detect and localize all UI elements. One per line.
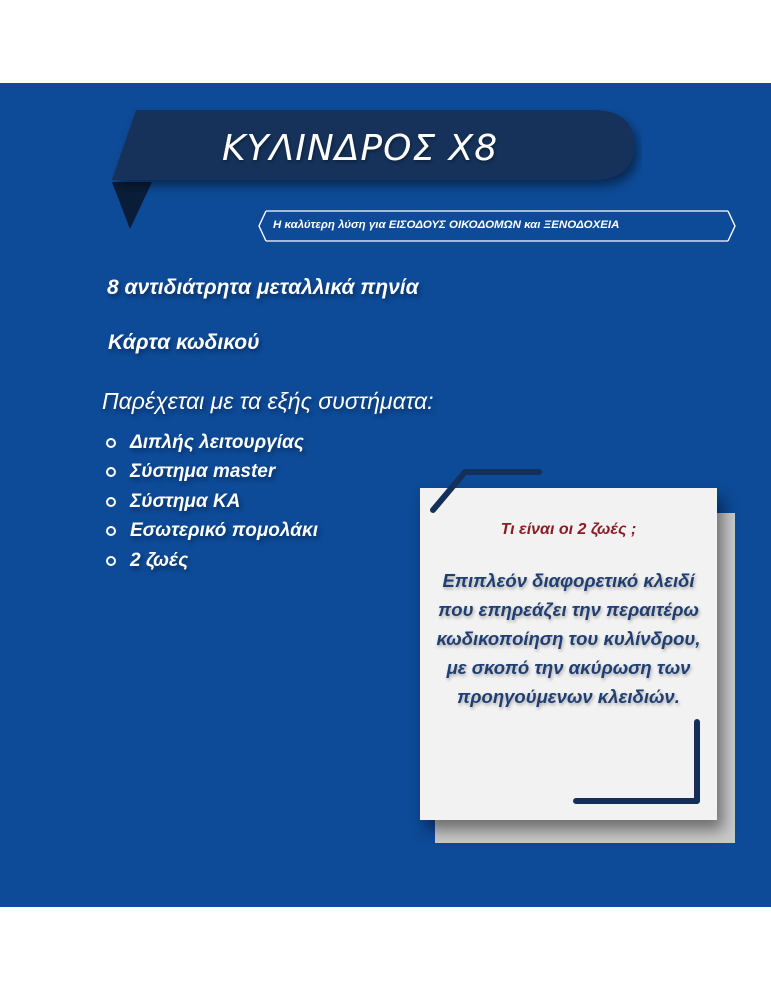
list-item-label: Σύστημα master bbox=[130, 461, 276, 483]
bullet-icon bbox=[106, 497, 116, 507]
bullet-icon bbox=[106, 556, 116, 566]
card-question: Τι είναι οι 2 ζωές ; bbox=[500, 521, 637, 538]
list-item-label: Εσωτερικό πομολάκι bbox=[130, 520, 318, 542]
bullet-icon bbox=[106, 526, 116, 536]
list-item-label: 2 ζωές bbox=[130, 549, 189, 571]
subtitle: Η καλύτερη λύση για ΕΙΣΟΔΟΥΣ ΟΙΚΟΔΟΜΩΝ και ΞΕΝΟΔΟΧΕΙΑ bbox=[273, 219, 620, 231]
bullet-icon bbox=[106, 467, 116, 477]
page-title: ΚΥΛΙΝΔΡΟΣ Χ8 bbox=[222, 128, 499, 169]
list-item bbox=[106, 546, 318, 576]
bullet-icon bbox=[106, 438, 116, 448]
list-item bbox=[106, 428, 318, 458]
list-item bbox=[106, 517, 318, 547]
systems-heading: Παρέχεται με τα εξής συστήματα: bbox=[102, 388, 434, 414]
card-answer: Επιπλεόν διαφορετικό κλειδί που επηρεάζει την περαιτέρω κωδικοποίηση του κυλίνδρου, με σκοπό την ακύρωση των προηγούμενων κλειδιών. bbox=[436, 570, 701, 707]
list-item-label: Σύστημα ΚΑ bbox=[130, 490, 241, 512]
list-item bbox=[106, 487, 318, 517]
feature-code-card: Κάρτα κωδικού bbox=[108, 331, 260, 354]
systems-list bbox=[106, 428, 318, 576]
list-item-label: Διπλής λειτουργίας bbox=[130, 431, 304, 453]
feature-pins: 8 αντιδιάτρητα μεταλλικά πηνία bbox=[107, 276, 419, 299]
list-item bbox=[106, 458, 318, 488]
